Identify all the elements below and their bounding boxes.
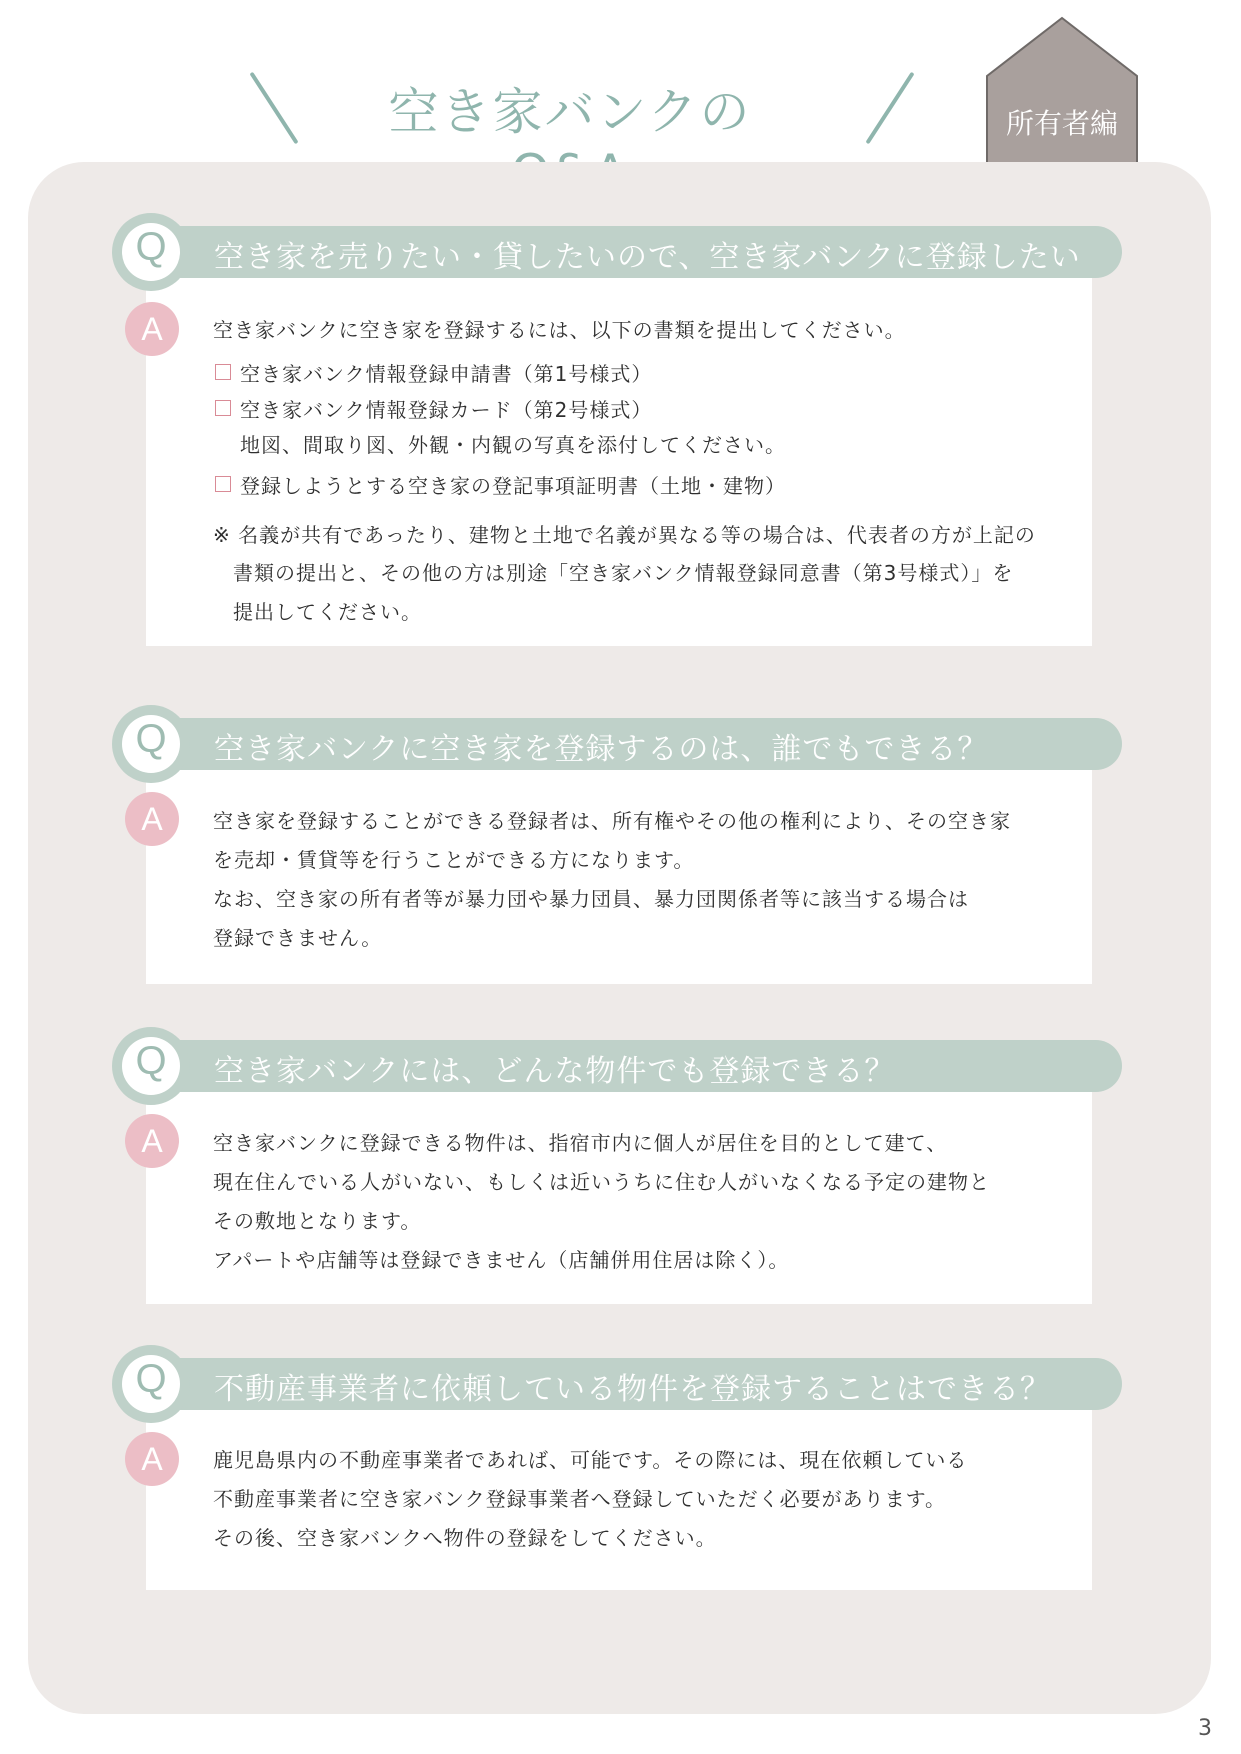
owner-section-label: 所有者編 [1005,107,1118,140]
answer-1-intro: 空き家バンクに空き家を登録するには、以下の書類を提出してください。 [213,318,906,342]
question-4: 不動産事業者に依頼している物件を登録することはできる？ [214,1372,1051,1407]
answer-3-line: アパートや店舗等は登録できません（店舗併用住居は除く）。 [213,1248,790,1272]
owner-section-tag [985,16,1139,164]
question-3: 空き家バンクには、どんな物件でも登録できる？ [214,1054,896,1089]
answer-badge-2: A [125,792,179,846]
answer-1-note: ※ 名義が共有であったり、建物と土地で名義が異なる等の場合は、代表者の方が上記の [213,523,1036,547]
answer-1-item: 空き家バンク情報登録カード（第2号様式） [240,398,653,422]
answer-2-line: 空き家を登録することができる登録者は、所有権やその他の権利により、その空き家 [213,809,1011,833]
answer-4-line: その後、空き家バンクへ物件の登録をしてください。 [213,1526,717,1550]
answer-1-note: 提出してください。 [233,600,422,624]
answer-3-line: その敷地となります。 [213,1209,422,1233]
answer-badge-3: A [125,1114,179,1168]
answer-3-line: 空き家バンクに登録できる物件は、指宿市内に個人が居住を目的として建て、 [213,1131,948,1155]
answer-4-line: 鹿児島県内の不動産事業者であれば、可能です。その際には、現在依頼している [213,1448,968,1472]
answer-4-line: 不動産事業者に空き家バンク登録事業者へ登録していただく必要があります。 [213,1487,946,1511]
question-badge-1: Q [112,213,190,291]
answer-box-2 [146,770,1092,984]
answer-badge-4: A [125,1432,179,1486]
answer-3-line: 現在住んでいる人がいない、もしくは近いうちに住む人がいなくなる予定の建物と [213,1170,990,1194]
answer-2-line: を売却・賃貸等を行うことができる方になります。 [213,848,695,872]
question-1: 空き家を売りたい・貸したいので、空き家バンクに登録したい [214,240,1081,275]
question-badge-4: Q [112,1345,190,1423]
title-deco-right [865,72,914,145]
answer-badge-1: A [125,302,179,356]
answer-1-item: 空き家バンク情報登録申請書（第1号様式） [240,362,653,386]
answer-1-item: 登録しようとする空き家の登記事項証明書（土地・建物） [240,474,786,498]
question-badge-2: Q [112,705,190,783]
answer-2-line: なお、空き家の所有者等が暴力団や暴力団員、暴力団関係者等に該当する場合は [213,887,969,911]
answer-2-line: 登録できません。 [213,926,383,950]
answer-1-item-note: 地図、間取り図、外観・内観の写真を添付してください。 [240,433,786,457]
page-number: 3 [1198,1716,1212,1741]
title-deco-left [249,72,298,145]
checkbox-icon [215,400,231,416]
page-title: 空き家バンクの [388,83,752,141]
answer-1-note: 書類の提出と、その他の方は別途「空き家バンク情報登録同意書（第3号様式）」を [233,561,1014,585]
checkbox-icon [215,364,231,380]
checkbox-icon [215,476,231,492]
question-2: 空き家バンクに空き家を登録するのは、誰でもできる？ [214,732,989,767]
question-badge-3: Q [112,1027,190,1105]
